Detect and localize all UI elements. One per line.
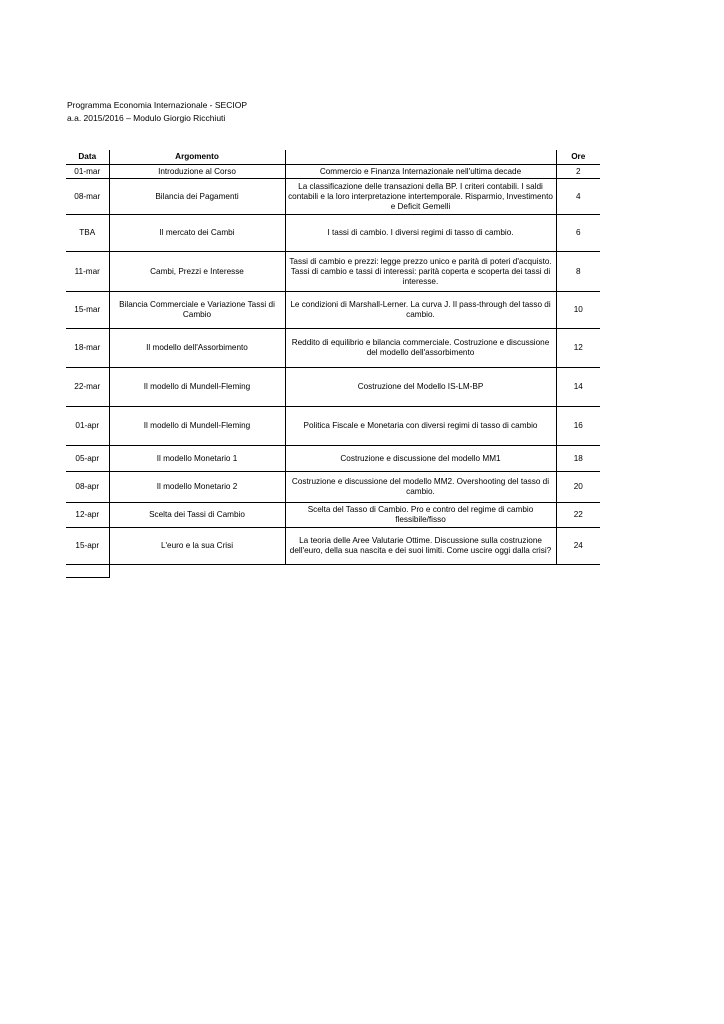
- cell-hours: 22: [556, 503, 600, 528]
- cell-topic: Il modello Monetario 2: [109, 472, 285, 503]
- table-empty-row: [66, 565, 600, 578]
- cell-description: Costruzione e discussione del modello MM2. Overshooting del tasso di cambio.: [285, 472, 556, 503]
- table-row: [66, 215, 600, 252]
- cell-date: TBA: [66, 215, 109, 252]
- cell-hours: 18: [556, 446, 600, 472]
- cell-description: Reddito di equilibrio e bilancia commerciale. Costruzione e discussione del modello dell'assorbimento: [285, 329, 556, 368]
- cell-description: Costruzione e discussione del modello MM1: [285, 446, 556, 472]
- cell-date: 22-mar: [66, 368, 109, 407]
- cell-hours: 24: [556, 528, 600, 565]
- cell-description: Politica Fiscale e Monetaria con diversi regimi di tasso di cambio: [285, 407, 556, 446]
- cell-hours: 16: [556, 407, 600, 446]
- cell-date: 08-apr: [66, 472, 109, 503]
- cell-date: 15-mar: [66, 292, 109, 329]
- cell-hours: 8: [556, 252, 600, 292]
- table-row: [66, 292, 600, 329]
- table-row: [66, 472, 600, 503]
- cell-description: Commercio e Finanza Internazionale nell'ultima decade: [285, 165, 556, 179]
- cell-hours: 6: [556, 215, 600, 252]
- table-row: [66, 368, 600, 407]
- cell-hours: 10: [556, 292, 600, 329]
- cell-description: Scelta del Tasso di Cambio. Pro e contro del regime di cambio flessibile/fisso: [285, 503, 556, 528]
- cell-description: La classificazione delle transazioni della BP. I criteri contabili. I saldi contabili e la loro interpretazione intertemporale. Risparmio, Investimento e Deficit Gemelli: [285, 179, 556, 215]
- empty-cell: [109, 565, 285, 578]
- cell-topic: Il modello di Mundell-Fleming: [109, 368, 285, 407]
- table-row: [66, 165, 600, 179]
- cell-date: 18-mar: [66, 329, 109, 368]
- empty-cell: [556, 565, 600, 578]
- table-row: [66, 179, 600, 215]
- cell-hours: 12: [556, 329, 600, 368]
- table-row: [66, 503, 600, 528]
- column-header-descrizione: [285, 150, 556, 165]
- cell-hours: 2: [556, 165, 600, 179]
- cell-hours: 4: [556, 179, 600, 215]
- cell-date: 15-apr: [66, 528, 109, 565]
- cell-description: Costruzione del Modello IS-LM-BP: [285, 368, 556, 407]
- table-row: [66, 329, 600, 368]
- cell-topic: Bilancia dei Pagamenti: [109, 179, 285, 215]
- cell-topic: Bilancia Commerciale e Variazione Tassi di Cambio: [109, 292, 285, 329]
- cell-topic: Il modello di Mundell-Fleming: [109, 407, 285, 446]
- course-schedule-table: [66, 150, 600, 578]
- column-header-data: Data: [66, 150, 109, 165]
- empty-cell: [66, 565, 109, 578]
- cell-topic: Il modello Monetario 1: [109, 446, 285, 472]
- cell-topic: Introduzione al Corso: [109, 165, 285, 179]
- cell-date: 12-apr: [66, 503, 109, 528]
- cell-hours: 20: [556, 472, 600, 503]
- program-title: Programma Economia Internazionale - SECIOP: [67, 100, 247, 110]
- cell-description: Tassi di cambio e prezzi: legge prezzo unico e parità di poteri d'acquisto. Tassi di cambio e tassi di interessi: parità coperta e scoperta dei tassi di interesse.: [285, 252, 556, 292]
- table-header-row: [66, 150, 600, 165]
- cell-description: Le condizioni di Marshall-Lerner. La curva J. Il pass-through del tasso di cambio.: [285, 292, 556, 329]
- cell-date: 01-apr: [66, 407, 109, 446]
- cell-topic: Scelta dei Tassi di Cambio: [109, 503, 285, 528]
- cell-date: 05-apr: [66, 446, 109, 472]
- cell-date: 11-mar: [66, 252, 109, 292]
- cell-topic: Cambi, Prezzi e Interesse: [109, 252, 285, 292]
- table-row: [66, 407, 600, 446]
- cell-topic: Il mercato dei Cambi: [109, 215, 285, 252]
- academic-year-module: a.a. 2015/2016 – Modulo Giorgio Ricchiuti: [67, 113, 226, 123]
- table-row: [66, 446, 600, 472]
- cell-date: 08-mar: [66, 179, 109, 215]
- column-header-ore: Ore: [556, 150, 600, 165]
- cell-date: 01-mar: [66, 165, 109, 179]
- cell-topic: Il modello dell'Assorbimento: [109, 329, 285, 368]
- table-row: [66, 252, 600, 292]
- column-header-argomento: Argomento: [109, 150, 285, 165]
- cell-hours: 14: [556, 368, 600, 407]
- cell-description: La teoria delle Aree Valutarie Ottime. Discussione sulla costruzione dell'euro, della sua nascita e dei suoi limiti. Come uscire oggi dalla crisi?: [285, 528, 556, 565]
- cell-topic: L'euro e la sua Crisi: [109, 528, 285, 565]
- table-row: [66, 528, 600, 565]
- cell-description: I tassi di cambio. I diversi regimi di tasso di cambio.: [285, 215, 556, 252]
- empty-cell: [285, 565, 556, 578]
- document-header: [67, 99, 247, 125]
